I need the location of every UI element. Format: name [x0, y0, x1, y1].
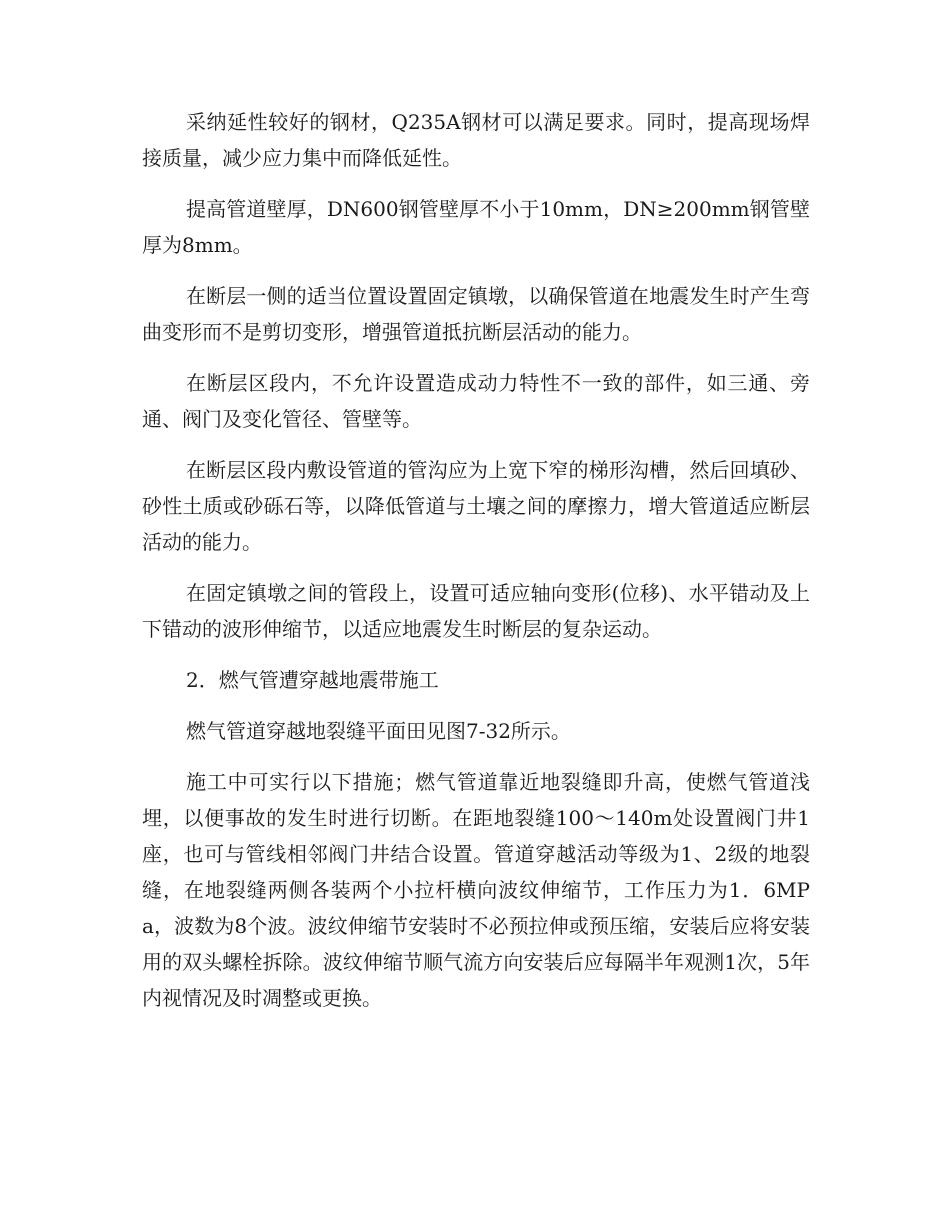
paragraph-trench-backfill: 在断层区段内敷设管道的管沟应为上宽下窄的梯形沟槽，然后回填砂、砂性土质或砂砾石等，以降低管道与土壤之间的摩擦力，增大管道适应断层活动的能力。 — [142, 458, 810, 554]
document-body — [142, 104, 810, 1031]
paragraph-expansion-joint: 在固定镇墩之间的管段上，设置可适应轴向变形(位移)、水平错动及上下错动的波形伸缩节，以适应地震发生时断层的复杂运动。 — [142, 581, 810, 641]
paragraph-fault-components: 在断层区段内，不允许设置造成动力特性不一致的部件，如三通、旁通、阀门及变化管径、管壁等。 — [142, 371, 810, 431]
section-heading: 2．燃气管遭穿越地震带施工 — [186, 668, 439, 692]
paragraph-anchor-block: 在断层一侧的适当位置设置固定镇墩，以确保管道在地震发生时产生弯曲变形而不是剪切变形，增强管道抵抗断层活动的能力。 — [142, 284, 810, 344]
paragraph-construction-measures: 施工中可实行以下措施；燃气管道靠近地裂缝即升高，使燃气管道浅埋，以便事故的发生时进行切断。在距地裂缝100～140m处设置阀门井1座，也可与管线相邻阀门井结合设置。管道穿越活动等级为1、2级的地裂缝，在地裂缝两侧各装两个小拉杆横向波纹伸缩节，工作压力为1．6MPa，波数为8个波。波纹伸缩节安装时不必预拉伸或预压缩，安装后应将安装用的双头螺栓拆除。波纹伸缩节顺气流方向安装后应每隔半年观测1次，5年内视情况及时凋整或更换。 — [142, 770, 810, 1010]
paragraph-crossing-plan: 燃气管道穿越地裂缝平面田见图7-32所示。 — [186, 719, 571, 743]
paragraph-wall-thickness: 提高管道壁厚，DN600钢管壁厚不小于10mm，DN≥200mm钢管壁厚为8mm。 — [142, 197, 810, 257]
paragraph-steel-material: 采纳延性较好的钢材，Q235A钢材可以满足要求。同时，提高现场焊接质量，减少应力集中而降低延性。 — [142, 110, 810, 170]
